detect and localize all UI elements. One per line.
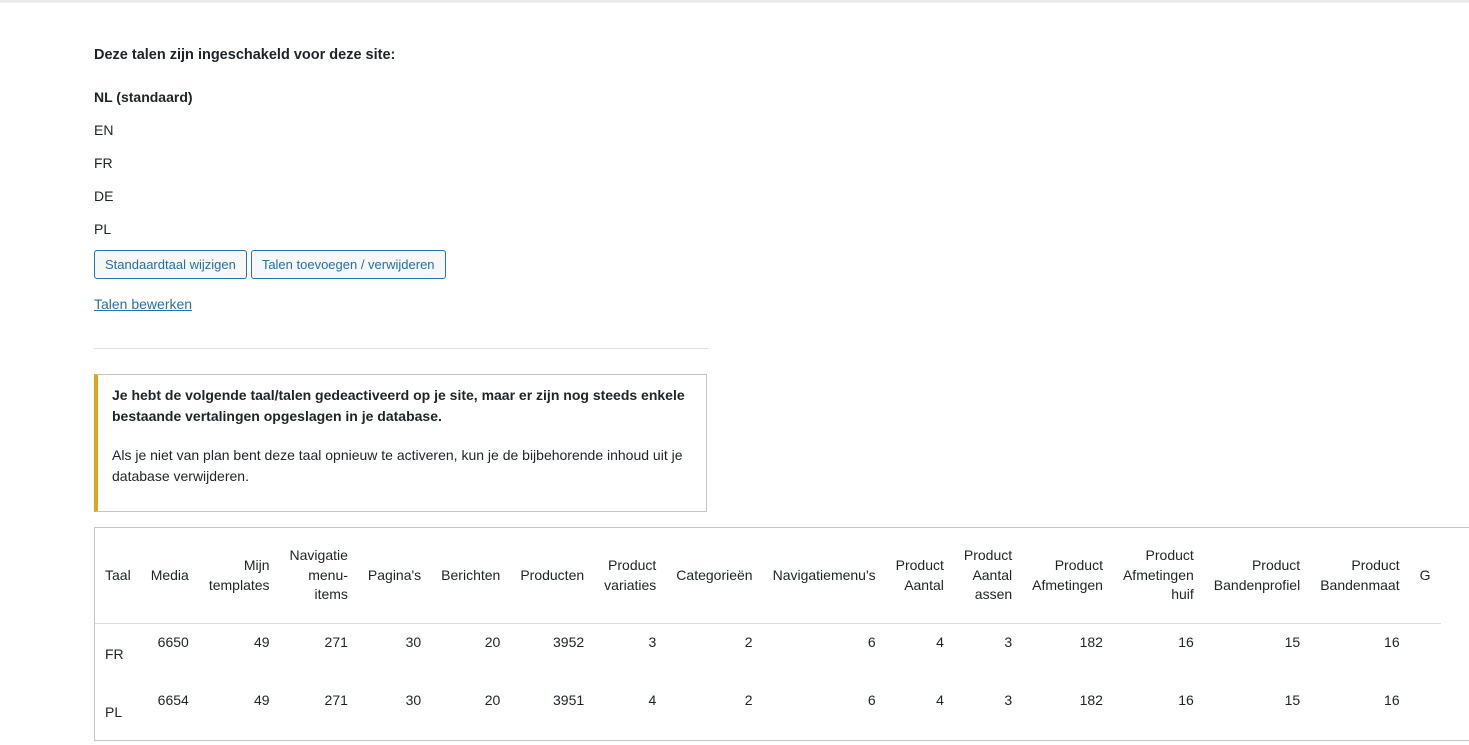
table-cell [1410, 682, 1441, 740]
table-cell: 16 [1384, 634, 1400, 650]
table-cell: 20 [484, 634, 501, 650]
column-header-text: Afmetingen [1032, 576, 1103, 593]
table-cell: 182 [1079, 691, 1103, 708]
table-cell: 20 [484, 691, 501, 708]
column-header [280, 528, 358, 624]
column-header-text: assen [974, 586, 1013, 603]
column-header-text: Taal [105, 566, 131, 583]
translations-table-wrapper [94, 527, 1469, 741]
table-row [95, 682, 1441, 740]
column-header [594, 528, 666, 624]
section-divider [94, 348, 708, 349]
column-header [1204, 528, 1310, 624]
column-header [1310, 528, 1409, 624]
edit-languages-link[interactable]: Talen bewerken [94, 296, 193, 312]
language-actions [94, 250, 708, 279]
table-cell: 30 [405, 634, 422, 650]
table-row [95, 624, 1441, 682]
column-header-text: Bandenprofiel [1213, 576, 1301, 593]
table-cell: 4 [936, 634, 944, 650]
column-header [510, 528, 594, 624]
column-header-text: Categorieën [676, 566, 753, 583]
table-cell: 3951 [553, 691, 585, 708]
column-header [199, 528, 280, 624]
column-header [886, 528, 954, 624]
column-header-text: Product [1251, 557, 1301, 573]
translations-table [95, 528, 1441, 740]
change-default-language-button[interactable]: Standaardtaal wijzigen [94, 250, 247, 279]
enabled-languages-section [94, 44, 708, 312]
column-header-text: Afmetingen [1122, 566, 1194, 583]
top-bar [0, 0, 1469, 3]
table-cell: 6 [867, 634, 876, 650]
column-header-text: G [1419, 566, 1431, 583]
table-cell: 6 [867, 691, 876, 708]
table-cell: 16 [1178, 691, 1194, 708]
table-cell: 16 [1178, 634, 1194, 650]
column-header [1022, 528, 1113, 624]
notice-body: Als je niet van plan bent deze taal opnieuw te activeren, kun je de bijbehorende inhoud uit je database verwijderen. [112, 447, 683, 484]
add-remove-languages-button[interactable]: Talen toevoegen / verwijderen [251, 250, 446, 279]
column-header-text: Media [150, 566, 189, 583]
row-language-cell: PL [105, 703, 123, 720]
language-item: FR [94, 155, 113, 171]
column-header-text: Producten [520, 566, 585, 583]
table-cell: 15 [1284, 691, 1301, 708]
column-header-text: templates [208, 576, 270, 593]
column-header-text: Product [1351, 557, 1400, 573]
column-header [431, 528, 510, 624]
column-header-text: Product [895, 557, 944, 573]
column-header-text: variaties [604, 576, 657, 593]
language-item-default: NL (standaard) [94, 89, 193, 105]
column-header-text: items [314, 586, 348, 603]
table-header-row [95, 528, 1441, 624]
column-header [358, 528, 431, 624]
column-header [666, 528, 762, 624]
notice-heading: Je hebt de volgende taal/talen gedeactiveerd op je site, maar er zijn nog steeds enkele bestaande vertalingen opgeslagen in je database. [112, 387, 685, 424]
column-header-text: Pagina's [367, 566, 422, 583]
column-header [763, 528, 886, 624]
column-header [141, 528, 199, 624]
column-header-text: Product [1145, 547, 1194, 564]
column-header [954, 528, 1022, 624]
column-header-text: Aantal [904, 576, 944, 593]
table-cell: 3952 [553, 634, 585, 650]
table-cell [1410, 624, 1441, 682]
column-header-text: Navigatiemenu's [772, 566, 876, 583]
table-cell: 3 [648, 634, 657, 650]
table-cell: 6654 [157, 691, 189, 708]
table-cell: 2 [744, 634, 753, 650]
language-list [94, 87, 708, 252]
table-cell: 4 [936, 691, 944, 708]
column-header-text: Bandenmaat [1320, 576, 1400, 593]
column-header [1113, 528, 1204, 624]
table-cell: 271 [324, 634, 348, 650]
column-header-text: Product [608, 557, 657, 573]
table-cell: 3 [1004, 691, 1013, 708]
column-header [1410, 528, 1441, 624]
deactivated-languages-notice [94, 374, 707, 512]
enabled-languages-title: Deze talen zijn ingeschakeld voor deze site: [94, 47, 396, 63]
column-header [95, 528, 141, 624]
table-cell: 15 [1284, 634, 1301, 650]
column-header-text: huif [1171, 586, 1194, 603]
language-item: EN [94, 122, 114, 138]
column-header-text: Product [963, 547, 1013, 564]
column-header-text: menu- [308, 566, 348, 583]
table-cell: 4 [648, 691, 657, 708]
table-cell: 6650 [157, 634, 189, 650]
table-cell: 49 [253, 691, 270, 708]
column-header-text: Navigatie [289, 547, 348, 564]
language-item: DE [94, 188, 114, 204]
column-header-text: Product [1054, 557, 1103, 573]
table-cell: 2 [744, 691, 753, 708]
column-header-text: Mijn [243, 557, 270, 573]
column-header-text: Berichten [441, 566, 501, 583]
row-language-cell: FR [105, 646, 124, 662]
table-cell: 16 [1384, 691, 1400, 708]
table-cell: 3 [1004, 634, 1013, 650]
column-header-text: Aantal [972, 566, 1013, 583]
table-body [95, 624, 1441, 740]
table-cell: 30 [405, 691, 422, 708]
table-cell: 182 [1079, 634, 1103, 650]
table-cell: 49 [253, 634, 270, 650]
language-item: PL [94, 221, 112, 237]
table-cell: 271 [324, 691, 348, 708]
